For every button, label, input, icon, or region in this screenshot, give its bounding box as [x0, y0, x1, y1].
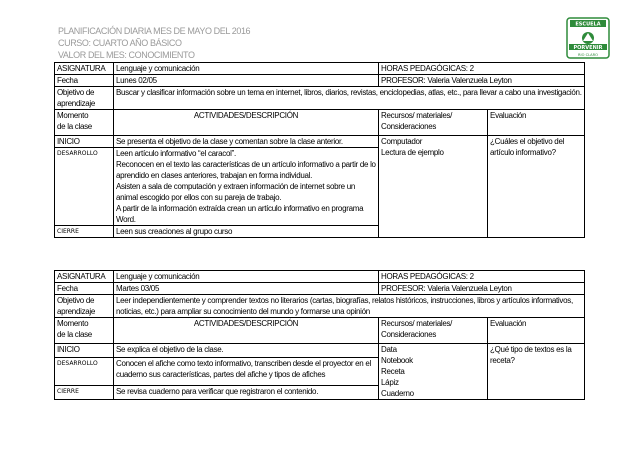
- actividades-label: ACTIVIDADES/DESCRIPCIÓN: [114, 110, 379, 136]
- inicio-row: [55, 136, 585, 148]
- momento-label: Momento de la clase: [55, 110, 114, 136]
- fecha-value: Martes 03/05: [114, 283, 379, 295]
- inicio-text: Se presenta el objetivo de la clase y comentan sobre la clase anterior.: [114, 136, 379, 148]
- inicio-text: Se explica el objetivo de la clase.: [114, 344, 379, 358]
- objetivo-value: Buscar y clasificar información sobre un tema en internet, libros, diarios, revistas, enciclopedias, atlas, etc., para llevar a cabo una investigación.: [114, 87, 585, 110]
- school-logo: [566, 17, 610, 59]
- header-course: CURSO: CUARTO AÑO BÁSICO: [58, 38, 182, 48]
- profesor: PROFESOR: Valeria Valenzuela Leyton: [379, 283, 585, 295]
- asignatura-row: [55, 63, 585, 75]
- document-header: [58, 25, 250, 61]
- objetivo-row: [55, 87, 585, 110]
- columns-header-row: [55, 318, 585, 344]
- recursos-text: Data Notebook Receta Lápiz Cuaderno: [379, 344, 488, 400]
- logo-top-text: ESCUELA: [575, 21, 601, 28]
- objetivo-label: Objetivo de aprendizaje: [55, 87, 114, 110]
- cierre-label: CIERRE: [55, 226, 114, 238]
- cierre-label: CIERRE: [55, 385, 114, 399]
- fecha-label: Fecha: [55, 75, 114, 87]
- momento-label: Momento de la clase: [55, 318, 114, 344]
- inicio-label: INICIO: [55, 344, 114, 358]
- header-title: PLANIFICACIÓN DIARIA MES DE MAYO DEL 2016: [58, 26, 251, 36]
- objetivo-value: Leer independientemente y comprender textos no literarios (cartas, biografías, relatos históricos, instrucciones, libros y artículos informativos, noticias, etc.) para ampliar su conocimiento del mundo y formarse una opinión: [114, 295, 585, 318]
- inicio-row: [55, 344, 585, 358]
- asignatura-row: [55, 271, 585, 283]
- plan-table-2: [54, 270, 585, 400]
- recursos-text: Computador Lectura de ejemplo: [379, 136, 488, 238]
- actividades-label: ACTIVIDADES/DESCRIPCIÓN: [114, 318, 379, 344]
- asignatura-value: Lenguaje y comunicación: [114, 63, 379, 75]
- desarrollo-label: DESARROLLO: [55, 148, 114, 226]
- asignatura-label: ASIGNATURA: [55, 271, 114, 283]
- objetivo-label: Objetivo de aprendizaje: [55, 295, 114, 318]
- logo-bottom-text: RIO CLARO: [578, 53, 598, 57]
- desarrollo-label: DESARROLLO: [55, 358, 114, 385]
- evaluacion-label: Evaluación: [488, 110, 585, 136]
- profesor: PROFESOR: Valeria Valenzuela Leyton: [379, 75, 585, 87]
- plan-table-1: [54, 62, 585, 238]
- fecha-value: Lunes 02/05: [114, 75, 379, 87]
- cierre-text: Leen sus creaciones al grupo curso: [114, 226, 379, 238]
- desarrollo-text: Conocen el afiche como texto informativo, transcriben desde el proyector en el cuaderno sus características, partes del afiche y tipos de afiches: [114, 358, 379, 385]
- evaluacion-text: ¿Cuáles el objetivo del artículo informativo?: [488, 136, 585, 238]
- header-value: VALOR DEL MES: CONOCIMIENTO: [58, 50, 195, 60]
- evaluacion-text: ¿Qué tipo de textos es la receta?: [488, 344, 585, 400]
- cierre-text: Se revisa cuaderno para verificar que registraron el contenido.: [114, 385, 379, 399]
- fecha-row: [55, 283, 585, 295]
- asignatura-value: Lenguaje y comunicación: [114, 271, 379, 283]
- asignatura-label: ASIGNATURA: [55, 63, 114, 75]
- horas-pedagogicas: HORAS PEDAGÓGICAS: 2: [379, 63, 585, 75]
- fecha-label: Fecha: [55, 283, 114, 295]
- horas-pedagogicas: HORAS PEDAGÓGICAS: 2: [379, 271, 585, 283]
- recursos-label: Recursos/ materiales/ Consideraciones: [379, 318, 488, 344]
- desarrollo-text: Leen artículo informativo “el caracol”. Reconocen en el texto las características de un artículo informativo a partir de lo aprendido en clases anteriores, trabajan en forma individual. Asisten a sala de computación y extraen información de internet sobre un animal escogido por ellos con su pareja de trabajo. A partir de la información extraída crean un artículo informativo en programa Word.: [114, 148, 379, 226]
- evaluacion-label: Evaluación: [488, 318, 585, 344]
- objetivo-row: [55, 295, 585, 318]
- columns-header-row: [55, 110, 585, 136]
- fecha-row: [55, 75, 585, 87]
- logo-name: PORVENIR: [573, 45, 603, 51]
- recursos-label: Recursos/ materiales/ Consideraciones: [379, 110, 488, 136]
- inicio-label: INICIO: [55, 136, 114, 148]
